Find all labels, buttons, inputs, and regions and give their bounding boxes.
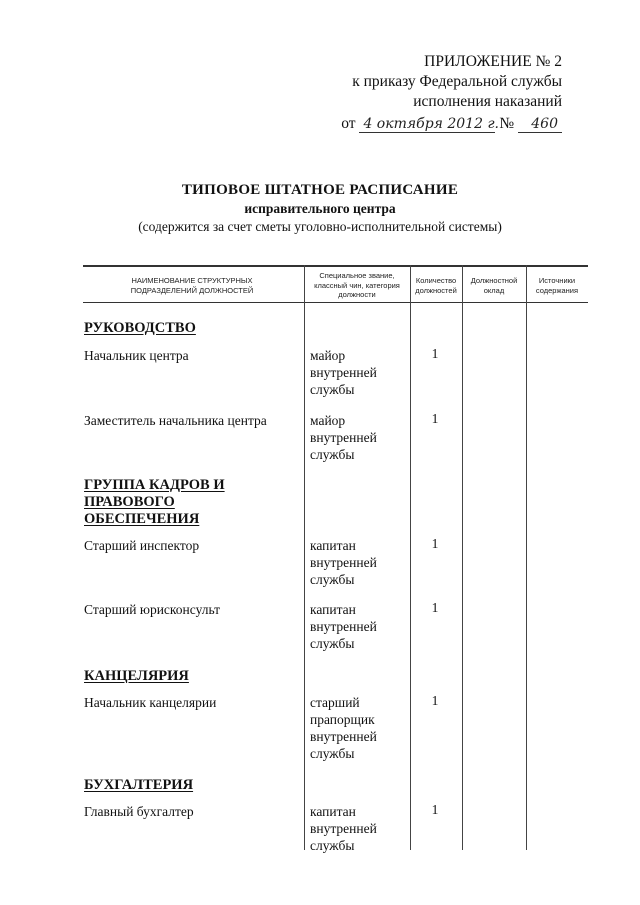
position-name: Главный бухгалтер — [84, 804, 194, 819]
quantity-cell: 1 — [431, 346, 439, 361]
appendix-title: ПРИЛОЖЕНИЕ № 2 — [424, 53, 562, 70]
appendix-order-line: к приказу Федеральной службы — [352, 73, 562, 90]
header-salary: Должностной оклад — [470, 276, 518, 295]
table-header-rule — [83, 302, 588, 303]
column-divider-4 — [526, 265, 527, 850]
document-title-block — [0, 181, 640, 236]
from-label: от — [341, 115, 356, 132]
appendix-service-line: исполнения наказаний — [413, 93, 562, 110]
quantity-cell: 1 — [431, 600, 439, 615]
table-top-rule — [83, 265, 588, 267]
document-subtitle: исправительного центра — [244, 201, 396, 216]
rank-cell: старший прапорщик внутренней службы — [310, 695, 377, 761]
quantity-cell: 1 — [431, 411, 439, 426]
column-divider-2 — [410, 265, 411, 850]
section-title: КАНЦЕЛЯРИЯ — [84, 668, 189, 684]
rank-cell: майор внутренней службы — [310, 413, 377, 462]
quantity-cell: 1 — [431, 536, 439, 551]
position-name: Заместитель начальника центра — [84, 413, 267, 428]
position-name: Начальник канцелярии — [84, 695, 217, 710]
header-source: Источники содержания — [535, 276, 579, 295]
handwritten-number: 460 — [518, 116, 562, 133]
column-divider-3 — [462, 265, 463, 850]
section-title: БУХГАЛТЕРИЯ — [84, 777, 194, 793]
header-rank: Специальное звание, классный чин, категория должности — [314, 271, 400, 299]
column-divider-1 — [304, 265, 305, 850]
position-name: Начальник центра — [84, 348, 189, 363]
header-subdivision: НАИМЕНОВАНИЕ СТРУКТУРНЫХ ПОДРАЗДЕЛЕНИЙ ДОЛЖНОСТЕЙ — [130, 276, 254, 295]
quantity-cell: 1 — [431, 693, 439, 708]
handwritten-date: 4 октября 2012 г. — [359, 116, 495, 133]
rank-cell: капитан внутренней службы — [310, 538, 377, 587]
appendix-block — [341, 52, 562, 134]
rank-cell: майор внутренней службы — [310, 348, 377, 397]
number-label: № — [499, 115, 515, 132]
position-name: Старший юрисконсульт — [84, 602, 221, 617]
rank-cell: капитан внутренней службы — [310, 804, 377, 853]
section-title: РУКОВОДСТВО — [84, 320, 196, 336]
quantity-cell: 1 — [431, 802, 439, 817]
appendix-date-line — [341, 114, 562, 134]
position-name: Старший инспектор — [84, 538, 200, 553]
document-note: (содержится за счет сметы уголовно-исполнительной системы) — [138, 219, 502, 234]
rank-cell: капитан внутренней службы — [310, 602, 377, 651]
document-title: ТИПОВОЕ ШТАТНОЕ РАСПИСАНИЕ — [181, 182, 459, 198]
section-title: ГРУППА КАДРОВ И ПРАВОВОГО ОБЕСПЕЧЕНИЯ — [84, 477, 225, 527]
header-quantity: Количество должностей — [415, 276, 457, 295]
